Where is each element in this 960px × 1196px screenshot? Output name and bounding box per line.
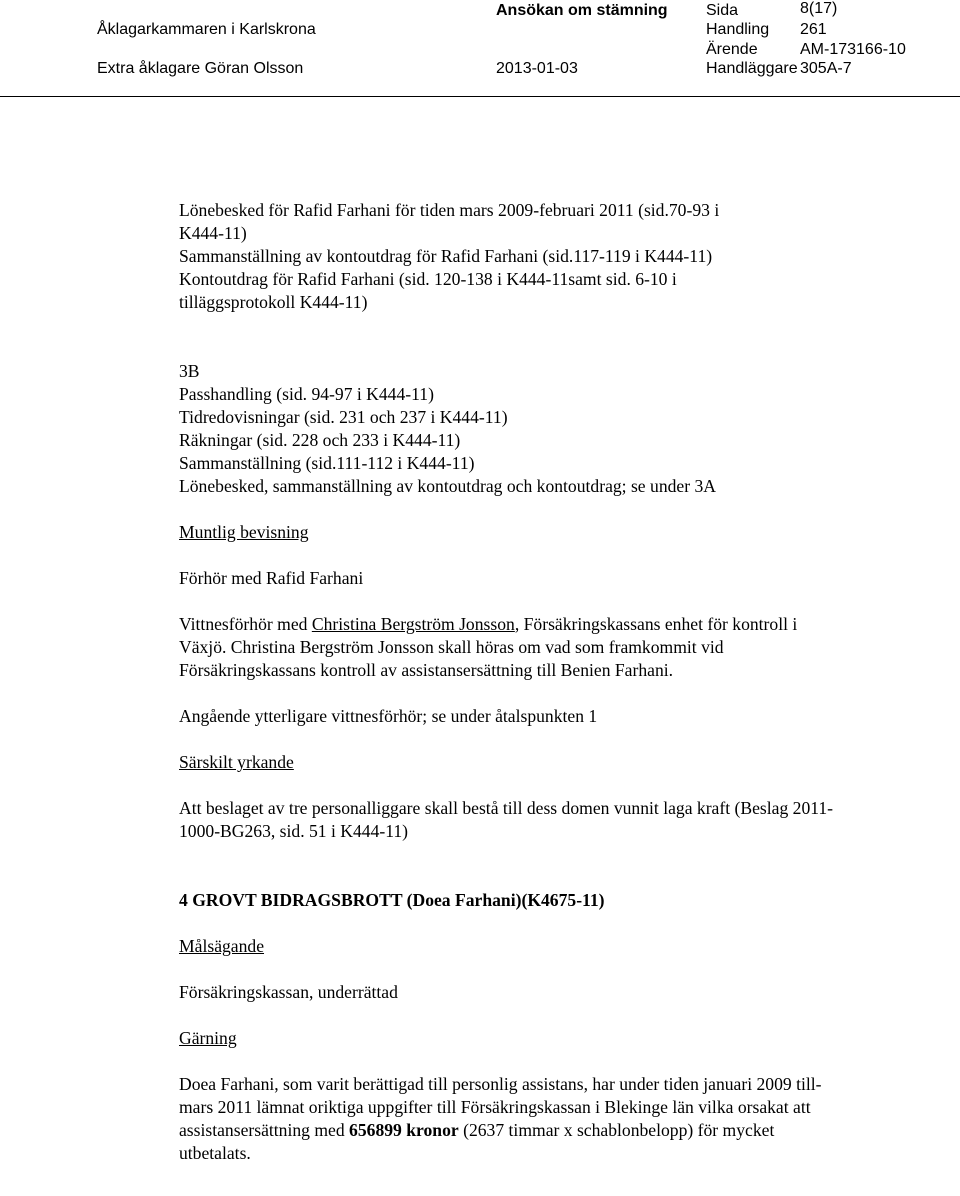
malsagande-heading: Målsägande xyxy=(179,936,265,956)
evidence-3a-line: Lönebesked för Rafid Farhani för tiden mars 2009-februari 2011 (sid.70-93 i xyxy=(179,200,720,220)
sida-label: Sida xyxy=(706,2,739,19)
handling-label: Handling xyxy=(706,21,770,38)
garning-paragraph xyxy=(179,1073,839,1165)
arende-value: AM-173166-10 xyxy=(800,41,906,58)
handlaggare-value: 305A-7 xyxy=(800,60,852,77)
evidence-3a-line: K444-11) xyxy=(179,223,247,243)
evidence-3b-line: Tidredovisningar (sid. 231 och 237 i K444-11) xyxy=(179,407,508,427)
garning-pre: Doea Farhani, som varit berättigad till personlig assistans, har under tiden januari 2009 till- mars 2011 lämnat oriktiga uppgifter till Försäkringskassan i Blekinge län vilka orsakat att assistansersättning med xyxy=(179,1074,822,1140)
garning-post: (2637 timmar x schablonbelopp) för mycket utbetalats. xyxy=(179,1120,775,1163)
sida-value: 8(17) xyxy=(800,0,838,17)
witness-name: Christina Bergström Jonsson xyxy=(311,614,515,634)
evidence-3b-line: Räkningar (sid. 228 och 233 i K444-11) xyxy=(179,430,461,450)
evidence-3b xyxy=(179,360,839,498)
document-body xyxy=(179,199,839,1165)
garning-heading: Gärning xyxy=(179,1028,237,1048)
section-4-title: 4 GROVT BIDRAGSBROTT (Doea Farhani)(K4675-11) xyxy=(179,890,605,910)
forhor-text: Förhör med Rafid Farhani xyxy=(179,568,364,588)
garning-amount: 656899 kronor xyxy=(349,1120,459,1140)
evidence-3b-line: Passhandling (sid. 94-97 i K444-11) xyxy=(179,384,434,404)
arende-label: Ärende xyxy=(706,41,758,58)
document-title: Ansökan om stämning xyxy=(496,2,668,19)
evidence-3b-line: Sammanställning (sid.111-112 i K444-11) xyxy=(179,453,475,473)
vittnesforhor-paragraph xyxy=(179,613,839,682)
sarskilt-yrkande-text: Att beslaget av tre personalliggare skall bestå till dess domen vunnit laga kraft (Beslag 2011-1000-BG263, sid. 51 i K444-11) xyxy=(179,798,834,841)
evidence-3b-heading: 3B xyxy=(179,361,200,381)
vittne-post: , Försäkringskassans enhet för kontroll i Växjö. Christina Bergström Jonsson skall höras om vad som framkommit vid Försäkringskassans kontroll av assistansersättning till Benien Farhani. xyxy=(179,614,798,680)
malsagande-text: Försäkringskassan, underrättad xyxy=(179,982,398,1002)
vittne-pre: Vittnesförhör med xyxy=(179,614,312,634)
evidence-3a-line: tilläggsprotokoll K444-11) xyxy=(179,292,368,312)
document-date: 2013-01-03 xyxy=(496,60,578,77)
evidence-3a-line: Kontoutdrag för Rafid Farhani (sid. 120-138 i K444-11samt sid. 6-10 i xyxy=(179,269,677,289)
agency-name: Åklagarkammaren i Karlskrona xyxy=(97,21,316,38)
handlaggare-label: Handläggare xyxy=(706,60,798,77)
evidence-3a xyxy=(179,199,839,314)
ytterligare-text: Angående ytterligare vittnesförhör; se under åtalspunkten 1 xyxy=(179,706,598,726)
header-divider xyxy=(0,96,960,97)
handling-value: 261 xyxy=(800,21,827,38)
prosecutor-name: Extra åklagare Göran Olsson xyxy=(97,60,304,77)
evidence-3b-line: Lönebesked, sammanställning av kontoutdrag och kontoutdrag; se under 3A xyxy=(179,476,716,496)
muntlig-bevisning-heading: Muntlig bevisning xyxy=(179,522,309,542)
document-header xyxy=(0,0,960,98)
evidence-3a-line: Sammanställning av kontoutdrag för Rafid Farhani (sid.117-119 i K444-11) xyxy=(179,246,713,266)
sarskilt-yrkande-heading: Särskilt yrkande xyxy=(179,752,294,772)
